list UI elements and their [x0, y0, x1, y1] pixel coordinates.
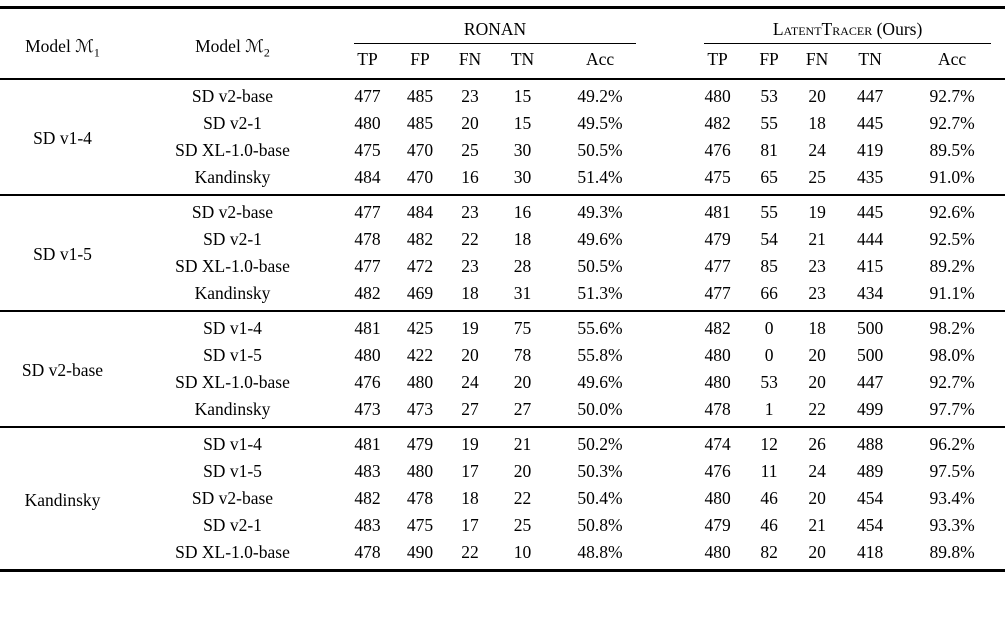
latenttracer-fn-cell: 21 — [808, 515, 826, 535]
model-m2-cell: SD v2-1 — [203, 229, 262, 249]
latenttracer-fp-cell: 53 — [760, 372, 778, 392]
model-m2-cell: SD v2-1 — [203, 515, 262, 535]
model-m2-cell: SD v2-base — [191, 202, 274, 222]
latenttracer-fp-header: FP — [759, 49, 779, 69]
ronan-fp-cell: 480 — [406, 372, 434, 392]
group-spacer — [650, 195, 690, 226]
latenttracer-tn-cell: 418 — [856, 542, 884, 562]
model-m1-cell: SD v1-5 — [33, 244, 92, 264]
ronan-tp-cell: 477 — [354, 202, 381, 222]
latenttracer-acc-cell: 92.7% — [929, 372, 975, 392]
ronan-fn-cell: 20 — [461, 345, 479, 365]
group-spacer — [650, 396, 690, 427]
latenttracer-name: LatentTracer — [772, 19, 873, 39]
ronan-tn-cell: 10 — [513, 542, 532, 562]
ronan-fp-cell: 485 — [406, 86, 434, 106]
ronan-tn-cell: 27 — [513, 399, 532, 419]
latenttracer-tn-header: TN — [858, 49, 882, 69]
latenttracer-fp-cell: 55 — [760, 202, 778, 222]
model2-symbol: ℳ — [245, 36, 264, 57]
model-group-0 — [0, 79, 1005, 195]
ronan-tp-cell: 475 — [354, 140, 381, 160]
group-spacer — [650, 280, 690, 311]
latenttracer-fn-cell: 20 — [808, 345, 826, 365]
ronan-tn-cell: 18 — [513, 229, 532, 249]
latenttracer-acc-cell: 93.4% — [929, 488, 975, 508]
latenttracer-fn-cell: 20 — [808, 86, 826, 106]
latenttracer-fp-cell: 81 — [760, 140, 778, 160]
ronan-acc-cell: 48.8% — [577, 542, 623, 562]
ronan-tn-cell: 75 — [513, 318, 532, 338]
table-header — [0, 8, 1005, 80]
model-m2-cell: SD v1-4 — [203, 434, 262, 454]
ronan-tp-cell: 473 — [354, 399, 381, 419]
ronan-tp-cell: 477 — [354, 86, 381, 106]
ronan-acc-cell: 49.6% — [577, 229, 623, 249]
model-m2-cell: SD v1-5 — [203, 345, 262, 365]
model1-label: Model — [25, 35, 76, 56]
data-row — [0, 195, 1005, 226]
latenttracer-suffix: (Ours) — [872, 19, 923, 39]
ronan-fp-cell: 479 — [406, 434, 434, 454]
group-header-ronan — [340, 8, 650, 45]
ronan-tp-cell: 483 — [354, 515, 381, 535]
latenttracer-fn-cell: 20 — [808, 372, 826, 392]
ronan-tp-cell: 477 — [354, 256, 381, 276]
latenttracer-fp-cell: 12 — [760, 434, 778, 454]
latenttracer-tn-cell: 434 — [856, 283, 884, 303]
ronan-tp-cell: 480 — [354, 113, 381, 133]
ronan-acc-cell: 49.3% — [577, 202, 623, 222]
latenttracer-tp-cell: 476 — [704, 140, 731, 160]
model-m2-cell: SD v2-1 — [203, 113, 262, 133]
latenttracer-acc-cell: 91.0% — [929, 167, 975, 187]
ronan-fn-header: FN — [458, 49, 482, 69]
ronan-fn-cell: 19 — [461, 318, 479, 338]
data-row — [0, 253, 1005, 280]
latenttracer-tn-cell: 454 — [856, 515, 884, 535]
latenttracer-fn-cell: 26 — [808, 434, 826, 454]
latenttracer-fn-cell: 25 — [808, 167, 826, 187]
ronan-fn-cell: 20 — [461, 113, 479, 133]
latenttracer-tp-cell: 476 — [704, 461, 731, 481]
ronan-tn-cell: 15 — [513, 86, 532, 106]
model-m2-cell: SD v2-base — [191, 86, 274, 106]
data-row — [0, 369, 1005, 396]
latenttracer-fn-cell: 20 — [808, 488, 826, 508]
data-row — [0, 512, 1005, 539]
latenttracer-tp-cell: 482 — [704, 113, 731, 133]
latenttracer-tp-cell: 475 — [704, 167, 731, 187]
ronan-acc-header: Acc — [585, 49, 615, 69]
group-spacer — [650, 164, 690, 195]
data-row — [0, 110, 1005, 137]
model-m1-cell: SD v1-4 — [33, 128, 92, 148]
ronan-fn-cell: 23 — [461, 86, 479, 106]
model1-symbol: ℳ — [75, 36, 94, 57]
latenttracer-tn-cell: 499 — [856, 399, 884, 419]
latenttracer-fp-cell: 11 — [760, 461, 778, 481]
ronan-tn-cell: 20 — [513, 372, 532, 392]
ronan-fp-cell: 469 — [406, 283, 434, 303]
data-row — [0, 311, 1005, 342]
latenttracer-acc-cell: 92.7% — [929, 113, 975, 133]
latenttracer-acc-cell: 89.2% — [929, 256, 975, 276]
data-row — [0, 226, 1005, 253]
model-m2-cell: SD XL-1.0-base — [175, 372, 290, 392]
latenttracer-acc-cell: 92.5% — [929, 229, 975, 249]
ronan-tn-cell: 21 — [513, 434, 532, 454]
group-spacer — [650, 8, 690, 80]
latenttracer-tn-cell: 500 — [856, 345, 884, 365]
ronan-tn-cell: 15 — [513, 113, 532, 133]
latenttracer-tp-cell: 479 — [704, 515, 731, 535]
data-row — [0, 164, 1005, 195]
ronan-fn-cell: 22 — [461, 229, 479, 249]
latenttracer-tp-cell: 480 — [704, 488, 731, 508]
model-m1-cell: SD v2-base — [21, 360, 104, 380]
header-group-row — [0, 8, 1005, 45]
ronan-fn-cell: 18 — [461, 488, 479, 508]
latenttracer-fn-cell: 23 — [808, 283, 826, 303]
latenttracer-acc-cell: 92.6% — [929, 202, 975, 222]
latenttracer-fn-header: FN — [805, 49, 829, 69]
ronan-tn-cell: 20 — [513, 461, 532, 481]
data-row — [0, 79, 1005, 110]
latenttracer-acc-cell: 89.8% — [929, 542, 975, 562]
latenttracer-fn-cell: 18 — [808, 113, 826, 133]
model-m2-cell: Kandinsky — [194, 399, 271, 419]
latenttracer-acc-cell: 96.2% — [929, 434, 975, 454]
model-m2-cell: SD v1-4 — [203, 318, 262, 338]
ronan-fn-cell: 22 — [461, 542, 479, 562]
ronan-tn-cell: 30 — [513, 167, 532, 187]
model2-label: Model — [195, 35, 246, 56]
ronan-tp-cell: 482 — [354, 488, 381, 508]
ronan-tn-cell: 22 — [513, 488, 532, 508]
ronan-acc-cell: 49.2% — [577, 86, 623, 106]
ronan-tp-cell: 481 — [354, 434, 381, 454]
ronan-fp-cell: 422 — [406, 345, 434, 365]
latenttracer-tn-cell: 447 — [856, 372, 884, 392]
latenttracer-fn-cell: 24 — [808, 461, 826, 481]
ronan-fn-cell: 17 — [461, 461, 479, 481]
latenttracer-tp-cell: 480 — [704, 86, 731, 106]
model-m2-cell: SD v2-base — [191, 488, 274, 508]
latenttracer-tp-cell: 478 — [704, 399, 731, 419]
latenttracer-fn-cell: 22 — [808, 399, 826, 419]
latenttracer-fp-cell: 66 — [760, 283, 778, 303]
ronan-fn-cell: 24 — [461, 372, 479, 392]
model-m2-cell: SD XL-1.0-base — [175, 256, 290, 276]
ronan-tp-cell: 478 — [354, 229, 381, 249]
column-header-model2 — [125, 8, 340, 80]
model-m2-cell: Kandinsky — [194, 167, 271, 187]
latenttracer-tn-cell: 415 — [856, 256, 884, 276]
latenttracer-tn-cell: 445 — [856, 202, 884, 222]
group-spacer — [650, 226, 690, 253]
ronan-tp-cell: 483 — [354, 461, 381, 481]
group-spacer — [650, 427, 690, 458]
ronan-fp-cell: 484 — [406, 202, 434, 222]
ronan-fp-cell: 470 — [406, 140, 434, 160]
latenttracer-acc-cell: 97.5% — [929, 461, 975, 481]
latenttracer-fp-cell: 54 — [760, 229, 778, 249]
latenttracer-tp-cell: 474 — [704, 434, 731, 454]
latenttracer-tn-cell: 447 — [856, 86, 884, 106]
ronan-acc-cell: 50.4% — [577, 488, 623, 508]
ronan-acc-cell: 50.5% — [577, 256, 623, 276]
latenttracer-tn-cell: 444 — [856, 229, 884, 249]
ronan-fn-cell: 25 — [461, 140, 479, 160]
latenttracer-fn-cell: 18 — [808, 318, 826, 338]
ronan-tp-cell: 476 — [354, 372, 381, 392]
latenttracer-tn-cell: 445 — [856, 113, 884, 133]
model-m2-cell: SD XL-1.0-base — [175, 140, 290, 160]
latenttracer-acc-cell: 89.5% — [929, 140, 975, 160]
latenttracer-tn-cell: 488 — [856, 434, 884, 454]
latenttracer-tn-cell: 419 — [856, 140, 884, 160]
ronan-acc-cell: 50.5% — [577, 140, 623, 160]
model-group-1 — [0, 195, 1005, 311]
latenttracer-tp-cell: 482 — [704, 318, 731, 338]
ronan-fn-cell: 27 — [461, 399, 479, 419]
latenttracer-fp-cell: 46 — [760, 515, 778, 535]
latenttracer-tn-cell: 500 — [856, 318, 884, 338]
latenttracer-tp-cell: 480 — [704, 372, 731, 392]
latenttracer-acc-cell: 98.2% — [929, 318, 975, 338]
ronan-tp-header: TP — [357, 49, 378, 69]
group-spacer — [650, 458, 690, 485]
ronan-acc-cell: 50.8% — [577, 515, 623, 535]
ronan-tp-cell: 478 — [354, 542, 381, 562]
group-spacer — [650, 512, 690, 539]
latenttracer-acc-header: Acc — [937, 49, 967, 69]
ronan-fp-cell: 472 — [406, 256, 434, 276]
latenttracer-tp-header: TP — [707, 49, 728, 69]
latenttracer-fn-cell: 19 — [808, 202, 826, 222]
ronan-fn-cell: 16 — [461, 167, 479, 187]
model1-subscript: 1 — [93, 45, 100, 59]
ronan-acc-cell: 55.8% — [577, 345, 623, 365]
group-spacer — [650, 342, 690, 369]
ronan-tp-cell: 482 — [354, 283, 381, 303]
latenttracer-tn-cell: 489 — [856, 461, 884, 481]
group-spacer — [650, 79, 690, 110]
ronan-tn-cell: 16 — [513, 202, 532, 222]
ronan-fp-header: FP — [410, 49, 430, 69]
ronan-fp-cell: 480 — [406, 461, 434, 481]
latenttracer-tp-cell: 480 — [704, 542, 731, 562]
group-spacer — [650, 311, 690, 342]
data-row — [0, 458, 1005, 485]
data-row — [0, 342, 1005, 369]
ronan-name: RONAN — [463, 19, 527, 39]
latenttracer-fp-cell: 53 — [760, 86, 778, 106]
latenttracer-fn-cell: 24 — [808, 140, 826, 160]
latenttracer-fp-cell: 1 — [764, 399, 774, 419]
group-spacer — [650, 137, 690, 164]
latenttracer-acc-cell: 92.7% — [929, 86, 975, 106]
ronan-tn-cell: 25 — [513, 515, 532, 535]
group-spacer — [650, 539, 690, 571]
latenttracer-fp-cell: 0 — [764, 318, 774, 338]
latenttracer-acc-cell: 97.7% — [929, 399, 975, 419]
latenttracer-fp-cell: 46 — [760, 488, 778, 508]
data-row — [0, 137, 1005, 164]
ronan-acc-cell: 55.6% — [577, 318, 623, 338]
group-header-latenttracer — [690, 8, 1005, 45]
ronan-tp-cell: 480 — [354, 345, 381, 365]
ronan-acc-cell: 49.6% — [577, 372, 623, 392]
data-row — [0, 280, 1005, 311]
model-m1-cell: Kandinsky — [24, 489, 101, 510]
model-group-2 — [0, 311, 1005, 427]
model-m2-cell: SD XL-1.0-base — [175, 542, 290, 562]
latenttracer-fp-cell: 85 — [760, 256, 778, 276]
ronan-tn-cell: 30 — [513, 140, 532, 160]
latenttracer-fn-cell: 23 — [808, 256, 826, 276]
model2-subscript: 2 — [263, 45, 270, 59]
latenttracer-fn-cell: 20 — [808, 542, 826, 562]
ronan-tn-header: TN — [510, 49, 535, 69]
ronan-tp-cell: 484 — [354, 167, 381, 187]
latenttracer-tp-cell: 477 — [704, 256, 731, 276]
ronan-tn-cell: 28 — [513, 256, 532, 276]
ronan-fp-cell: 482 — [406, 229, 434, 249]
latenttracer-tn-cell: 454 — [856, 488, 884, 508]
ronan-acc-cell: 50.3% — [577, 461, 623, 481]
ronan-fp-cell: 478 — [406, 488, 434, 508]
group-spacer — [650, 253, 690, 280]
latenttracer-tp-cell: 480 — [704, 345, 731, 365]
latenttracer-acc-cell: 98.0% — [929, 345, 975, 365]
latenttracer-fn-cell: 21 — [808, 229, 826, 249]
ronan-fp-cell: 490 — [406, 542, 434, 562]
group-spacer — [650, 485, 690, 512]
ronan-acc-cell: 49.5% — [577, 113, 623, 133]
model-m2-cell: SD v1-5 — [203, 461, 262, 481]
data-row — [0, 427, 1005, 458]
ronan-acc-cell: 51.4% — [577, 167, 623, 187]
latenttracer-fp-cell: 55 — [760, 113, 778, 133]
ronan-tp-cell: 481 — [354, 318, 381, 338]
ronan-fn-cell: 23 — [461, 256, 479, 276]
model-group-3 — [0, 427, 1005, 571]
data-row — [0, 396, 1005, 427]
latenttracer-fp-cell: 65 — [760, 167, 778, 187]
model-m2-cell: Kandinsky — [194, 283, 271, 303]
ronan-fp-cell: 485 — [406, 113, 434, 133]
latenttracer-acc-cell: 91.1% — [929, 283, 975, 303]
ronan-fp-cell: 475 — [406, 515, 434, 535]
latenttracer-fp-cell: 82 — [760, 542, 778, 562]
group-spacer — [650, 369, 690, 396]
results-table — [0, 6, 1005, 572]
ronan-fp-cell: 470 — [406, 167, 434, 187]
latenttracer-tn-cell: 435 — [856, 167, 884, 187]
ronan-fp-cell: 473 — [406, 399, 434, 419]
ronan-acc-cell: 50.0% — [577, 399, 623, 419]
latenttracer-tp-cell: 479 — [704, 229, 731, 249]
ronan-acc-cell: 50.2% — [577, 434, 623, 454]
column-header-model1 — [0, 8, 125, 80]
ronan-fp-cell: 425 — [406, 318, 434, 338]
ronan-tn-cell: 31 — [513, 283, 532, 303]
ronan-fn-cell: 23 — [461, 202, 479, 222]
ronan-tn-cell: 78 — [513, 345, 532, 365]
ronan-fn-cell: 18 — [461, 283, 479, 303]
latenttracer-tp-cell: 477 — [704, 283, 731, 303]
group-spacer — [650, 110, 690, 137]
ronan-fn-cell: 19 — [461, 434, 479, 454]
latenttracer-fp-cell: 0 — [764, 345, 774, 365]
data-row — [0, 485, 1005, 512]
latenttracer-acc-cell: 93.3% — [929, 515, 975, 535]
data-row — [0, 539, 1005, 571]
ronan-acc-cell: 51.3% — [577, 283, 623, 303]
latenttracer-tp-cell: 481 — [704, 202, 731, 222]
ronan-fn-cell: 17 — [461, 515, 479, 535]
